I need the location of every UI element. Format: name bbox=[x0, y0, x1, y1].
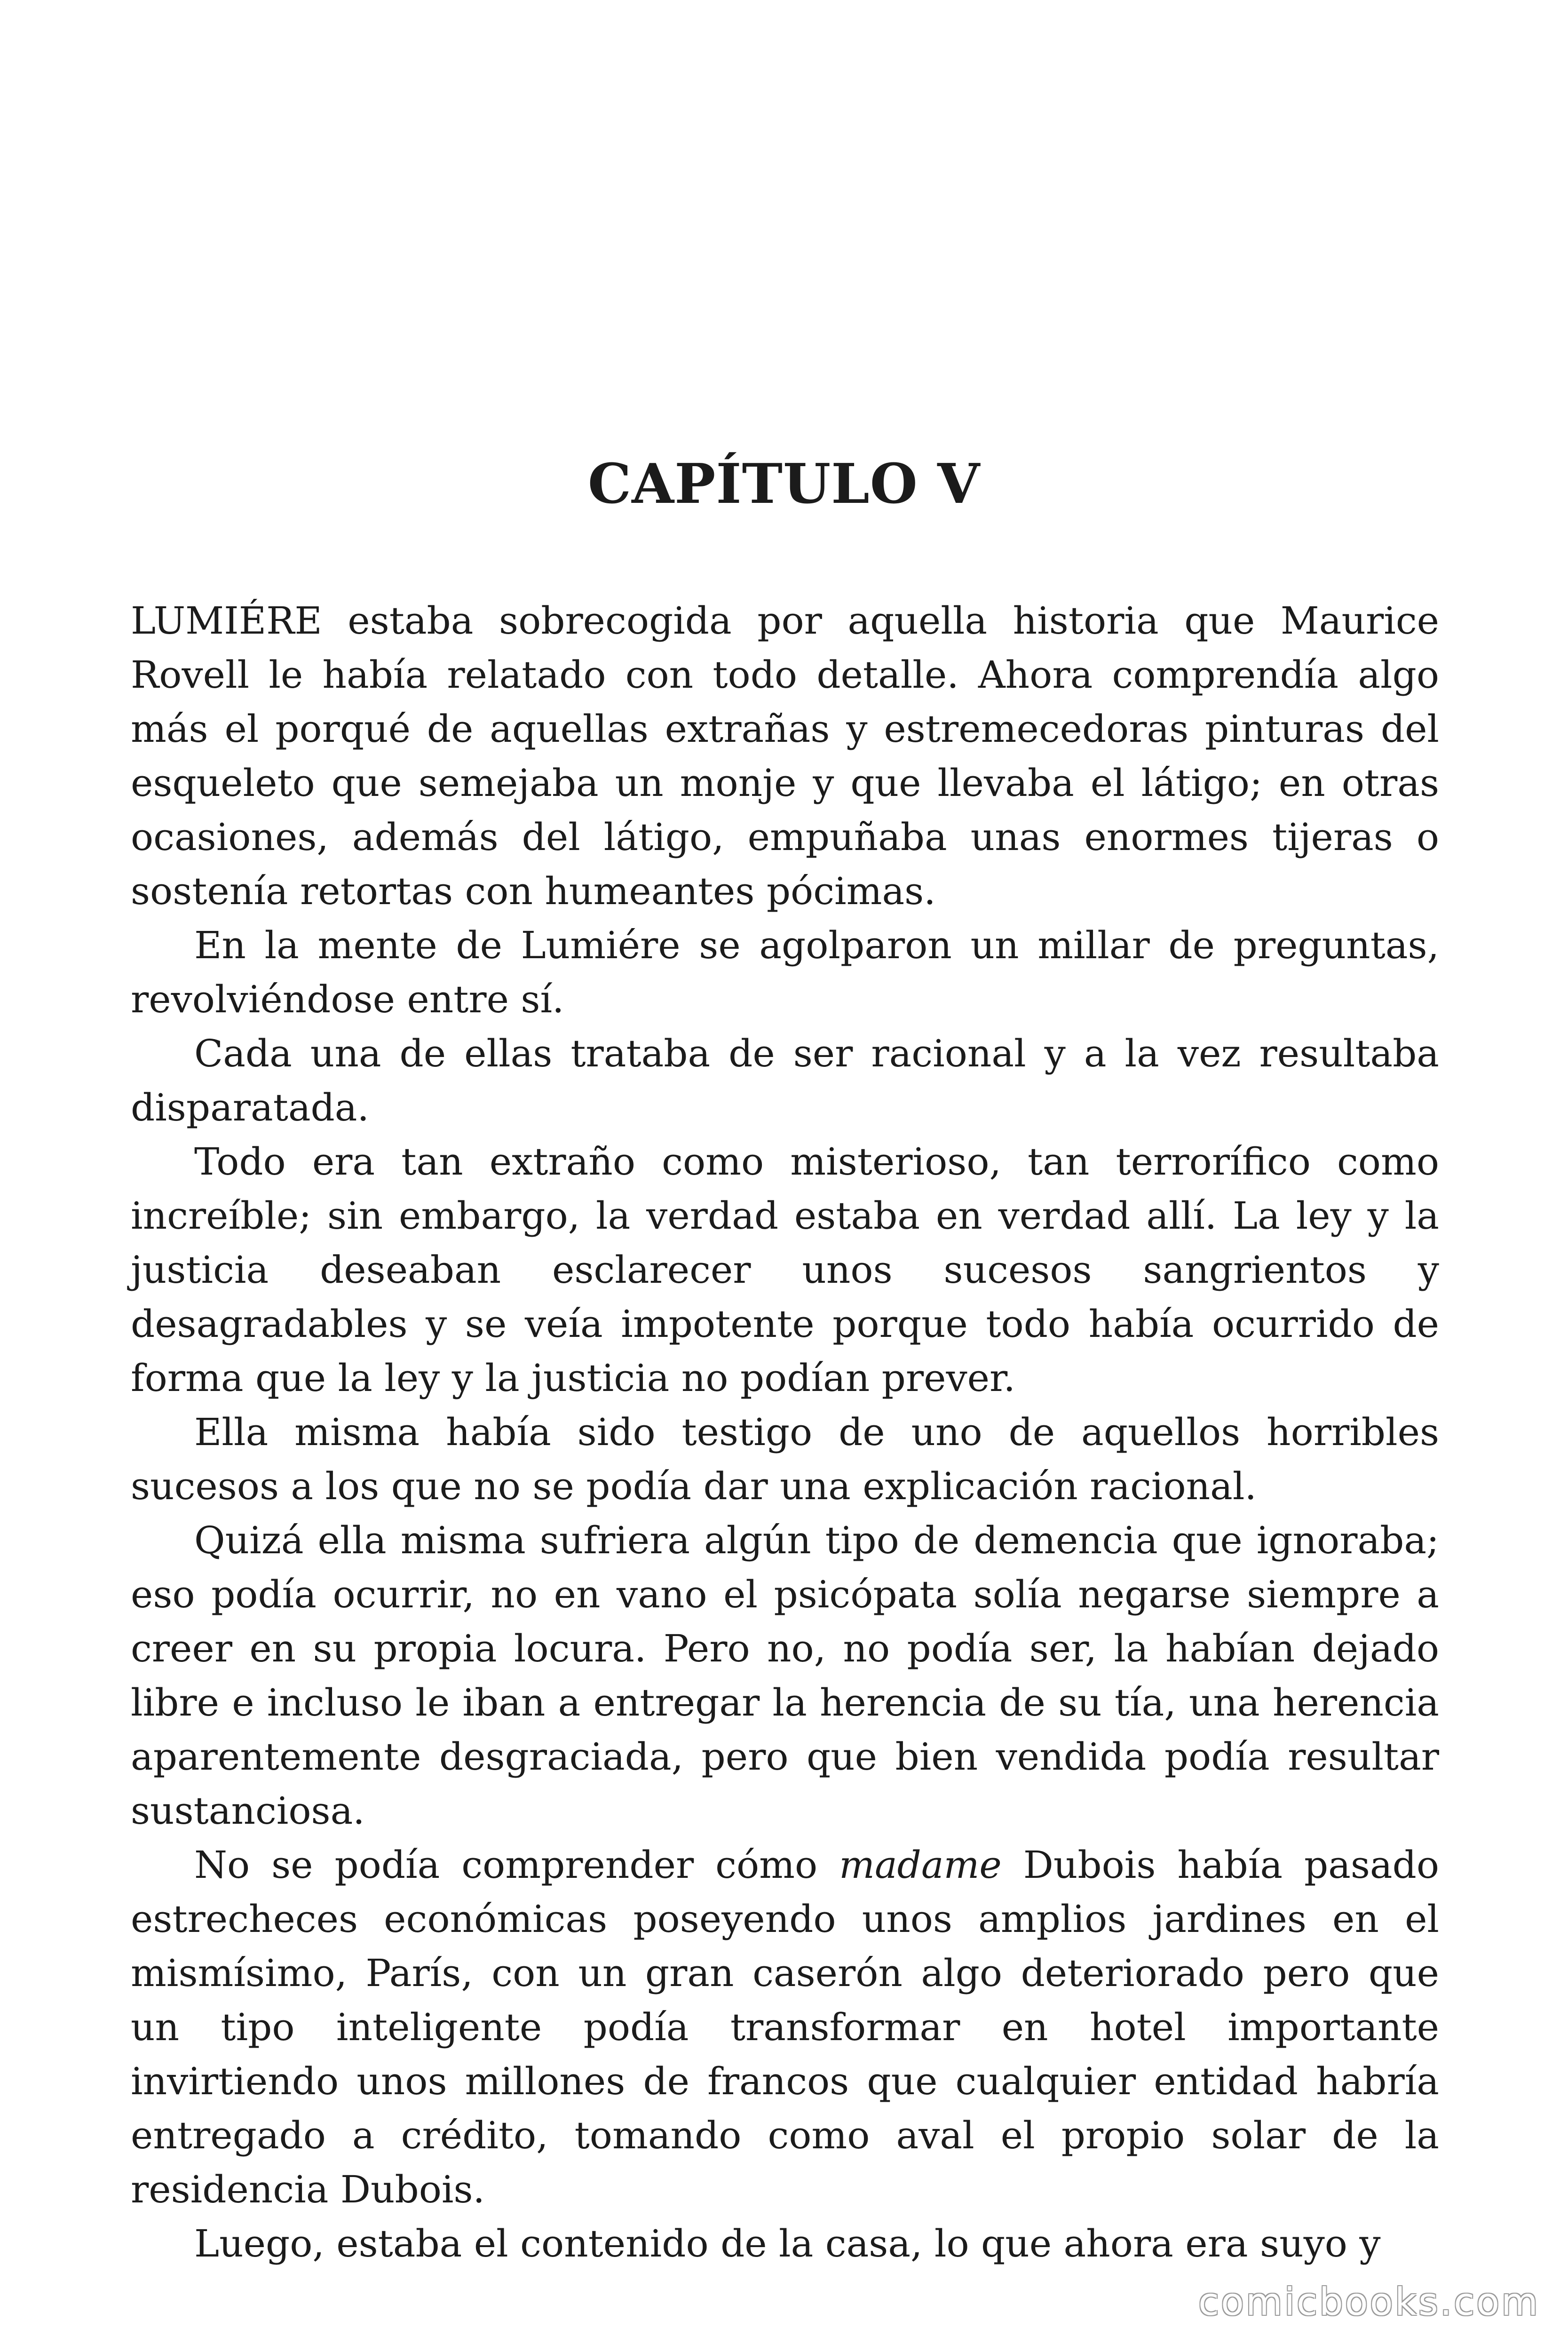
paragraph-7 bbox=[131, 1838, 1439, 2217]
chapter-title: CAPÍTULO V bbox=[587, 452, 981, 516]
italic-madame: madame bbox=[839, 1843, 1002, 1887]
chapter-body bbox=[131, 594, 1439, 2271]
paragraph-6: Quizá ella misma sufriera algún tipo de demencia que ignoraba; eso podía ocurrir, no en vano el psicópata solía negarse siempre a creer en su propia locura. Pero no, no podía ser, la habían dejado libre e incluso le iban a entregar la herencia de su tía, una herencia aparentemente desgraciada, pero que bien vendida podía resultar sustanciosa. bbox=[131, 1518, 1439, 1833]
paragraph-4: Todo era tan extraño como misterioso, tan terrorífico como increíble; sin embargo, la verdad estaba en verdad allí. La ley y la justicia deseaban esclarecer unos sucesos sangrientos y desagradables y se veía impotente porque todo había ocurrido de forma que la ley y la justicia no podían prever. bbox=[131, 1140, 1439, 1400]
paragraph-7-start: No se podía comprender cómo bbox=[194, 1843, 839, 1887]
paragraph-3: Cada una de ellas trataba de ser racional y a la vez resultaba disparatada. bbox=[131, 1032, 1439, 1129]
watermark-logo: comicbooks.com bbox=[1198, 2280, 1540, 2324]
paragraph-1: LUMIÉRE estaba sobrecogida por aquella historia que Maurice Rovell le había relatado con todo detalle. Ahora comprendía algo más el porqué de aquellas extrañas y estremecedoras pinturas del esqueleto que semejaba un monje y que llevaba el látigo; en otras ocasiones, además del látigo, empuñaba unas enormes tijeras o sostenía retortas con humeantes pócimas. bbox=[131, 599, 1439, 913]
paragraph-7-end: Dubois había pasado estrecheces económicas poseyendo unos amplios jardines en el mismísimo, París, con un gran caserón algo deteriorado pero que un tipo inteligente podía transformar en hotel importante invirtiendo unos millones de francos que cualquier entidad habría entregado a crédito, tomando como aval el propio solar de la residencia Dubois. bbox=[131, 1843, 1439, 2211]
paragraph-5: Ella misma había sido testigo de uno de aquellos horribles sucesos a los que no se podía dar una explicación racional. bbox=[131, 1410, 1439, 1508]
paragraph-2: En la mente de Lumiére se agolparon un millar de preguntas, revolviéndose entre sí. bbox=[131, 923, 1439, 1021]
paragraph-8: Luego, estaba el contenido de la casa, lo que ahora era suyo y bbox=[194, 2222, 1381, 2265]
